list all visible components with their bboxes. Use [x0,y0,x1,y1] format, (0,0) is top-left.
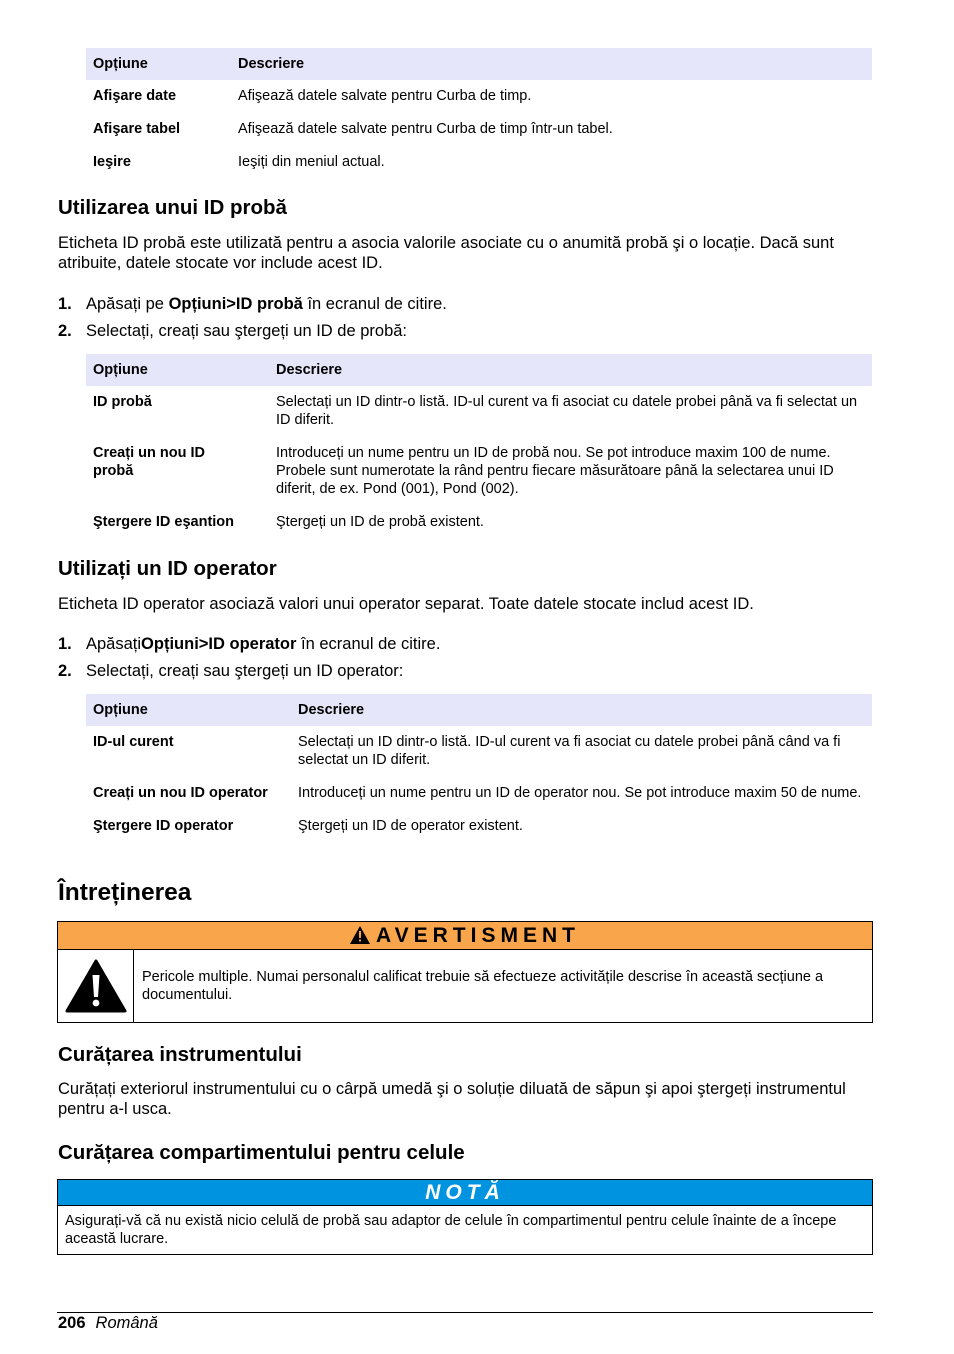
table-row [86,80,872,113]
description-cell: Ieşiți din meniul actual. [238,154,385,170]
section-heading-operator-id: Utilizați un ID operator [58,557,277,580]
operator-id-options-table [86,694,872,843]
menu-path: Opțiuni>ID probă [168,295,303,313]
table-row [86,146,872,179]
warning-icon-cell [58,950,134,1022]
description-cell: Ştergeți un ID de probă existent. [276,514,484,530]
step-text: Apăsați pe [86,295,169,313]
table-header-row [86,694,872,726]
table-header-row [86,354,872,386]
table-row [86,113,872,146]
page-footer [58,1313,158,1333]
note-text: Asigurați-vă că nu există nicio celulă de probă sau adaptor de celule în compartimentul pentru celule înainte de a începe această lucrare. [65,1213,837,1247]
option-cell: Afişare date [93,88,177,104]
option-cell: Ştergere ID eşantion [93,514,235,530]
description-cell: Selectați un ID dintr-o listă. ID-ul curent va fi asociat cu datele probei până când va fi selectat un ID diferit. [298,734,841,768]
option-cell: Ieşire [93,154,131,170]
operator-id-paragraph: Eticheta ID operator asociază valori unui operator separat. Toate datele stocate includ acest ID. [58,595,754,613]
table-row [86,386,872,437]
description-cell: Selectați un ID dintr-o listă. ID-ul curent va fi asociat cu datele probei până va fi selectat un ID diferit. [276,394,858,428]
chapter-heading-maintenance: Întreținerea [58,879,192,906]
warning-title: AVERTISMENT [376,924,580,947]
warning-box [57,921,873,1023]
section-heading-sample-id: Utilizarea unui ID probă [58,196,287,219]
option-cell: Creați un nou ID probă [93,445,205,479]
step-text: Apăsați [86,635,142,653]
header-description: Descriere [231,48,872,80]
option-cell: ID probă [93,394,152,410]
option-cell: Creați un nou ID operator [93,785,268,801]
table-row [86,437,872,506]
warning-exclamation-icon [65,959,127,1013]
section-heading-cleaning-compartment: Curățarea compartimentului pentru celule [58,1141,465,1164]
step-number: 2. [58,322,72,340]
header-option: Opțiune [86,694,291,726]
cleaning-instrument-paragraph: Curățați exteriorul instrumentului cu o cârpă umedă şi o soluție diluată de săpun şi apoi ştergeți instrumentul pentru a-l usca. [58,1080,846,1118]
step-text: în ecranul de citire. [296,635,441,653]
table-row [86,726,872,777]
warning-text: Pericole multiple. Numai personalul calificat trebuie să efectueze activitățile descrise în această secțiune a documentului. [142,969,824,1003]
description-cell: Introduceți un nume pentru un ID de operator nou. Se pot introduce maxim 50 de nume. [298,785,862,801]
option-cell: ID-ul curent [93,734,174,750]
table-row [86,506,872,539]
warning-header [58,922,872,950]
sample-id-step-1 [58,294,447,314]
header-option: Opțiune [86,48,231,80]
description-cell: Ştergeți un ID de operator existent. [298,818,523,834]
section-heading-cleaning-instrument: Curățarea instrumentului [58,1043,302,1066]
table-header-row [86,48,872,80]
step-text: Selectați, creați sau ştergeți un ID operator: [86,662,404,680]
option-cell: Ştergere ID operator [93,818,234,834]
header-option: Opțiune [86,354,269,386]
footer-divider [57,1312,873,1313]
step-text: în ecranul de citire. [302,295,447,313]
sample-id-paragraph: Eticheta ID probă este utilizată pentru a asocia valorile asociate cu o anumită probă şi o locație. Dacă sunt atribuite, datele stocate vor include acest ID. [58,234,834,272]
time-curve-options-table [86,48,872,179]
note-header: NOTĂ [58,1180,872,1206]
page-number: 206 [58,1314,86,1332]
operator-id-step-1 [58,634,440,654]
note-box [57,1179,873,1255]
operator-id-step-2 [58,661,403,681]
step-text: Selectați, creați sau ştergeți un ID de probă: [86,322,408,340]
step-number: 1. [58,635,72,653]
description-cell: Afişează datele salvate pentru Curba de timp. [238,88,532,104]
table-row [86,810,872,843]
header-description: Descriere [269,354,872,386]
header-description: Descriere [291,694,872,726]
sample-id-options-table [86,354,872,539]
description-cell: Introduceți un nume pentru un ID de probă nou. Se pot introduce maxim 100 de nume. Probele sunt numerotate la rând pentru fiecare măsurătoare până la selectarea unui ID diferit, de ex. Pond (001), Pond (002). [276,445,834,497]
table-row [86,777,872,810]
description-cell: Afişează datele salvate pentru Curba de timp într-un tabel. [238,121,613,137]
step-number: 1. [58,295,72,313]
option-cell: Afişare tabel [93,121,181,137]
sample-id-step-2 [58,321,407,341]
footer-language: Română [95,1314,158,1332]
step-number: 2. [58,662,72,680]
warning-triangle-icon [350,926,370,944]
menu-path: Opțiuni>ID operator [141,635,297,653]
